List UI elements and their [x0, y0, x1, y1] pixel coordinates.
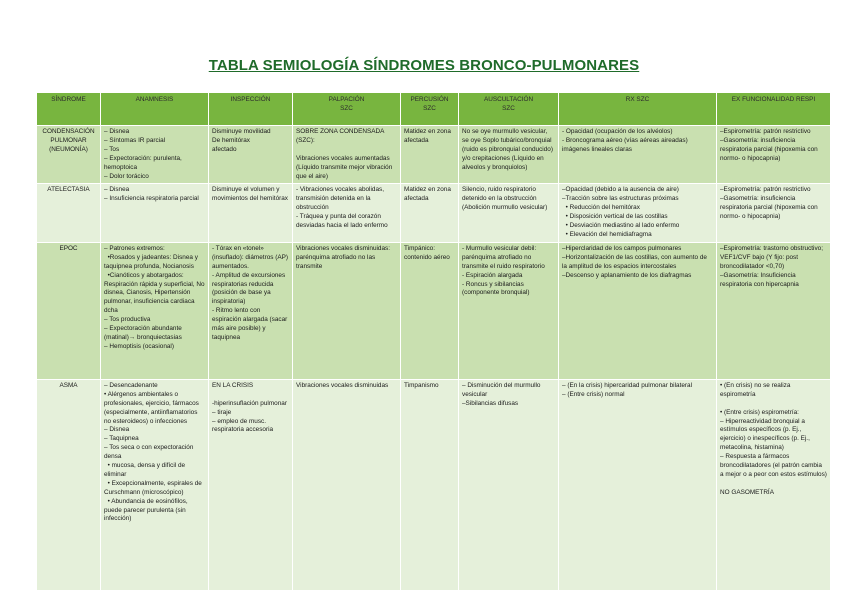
cell-inspeccion: EN LA CRISIS -hiperinsuflación pulmonar – tiraje – empleo de musc. respiratoria accesoria [209, 379, 293, 590]
cell-anamnesis: – Disnea – Insuficiencia respiratoria parcial [101, 184, 209, 242]
header-sindrome: SÍNDROME [37, 93, 101, 126]
header-palpacion: PALPACIÓN SZC [293, 93, 401, 126]
cell-auscultacion: No se oye murmullo vesicular, se oye Soplo tubárico/bronquial (ruido es pibronquial conducido) y/o crepitaciones (Líquido en alveolos y bronquiolos) [459, 126, 559, 184]
header-anamnesis: ANAMNESIS [101, 93, 209, 126]
header-row [37, 93, 831, 126]
header-exfun: EX FUNCIONALIDAD RESPI [717, 93, 831, 126]
cell-rx: - Opacidad (ocupación de los alvéolos) - Broncograma aéreo (vías aéreas aireadas) imágenes lineales claras [559, 126, 717, 184]
cell-sindrome: CONDENSACIÓN PULMONAR (NEUMONÍA) [37, 126, 101, 184]
cell-rx: – (En la crisis) hipercaridad pulmonar bilateral – (Entre crisis) normal [559, 379, 717, 590]
cell-percusion: Timpánico: contenido aéreo [401, 242, 459, 379]
cell-inspeccion: - Tórax en «tonel» (insuflado): diámetros (AP) aumentados. - Amplitud de excursiones respiratorias reducida (posición de base ya inspiratoria) - Ritmo lento con espiración alargada (sacar más aire posible) y taquipnea [209, 242, 293, 379]
header-auscultacion: AUSCULTACIÓN SZC [459, 93, 559, 126]
table-row [37, 126, 831, 184]
cell-palpacion: - Vibraciones vocales abolidas, transmisión detenida en la obstrucción - Tráquea y punta del corazón desviadas hacia el lado enfermo [293, 184, 401, 242]
header-percusion: PERCUSIÓN SZC [401, 93, 459, 126]
cell-auscultacion: - Murmullo vesicular debil: parénquima atrofiado no transmite el ruido respiratorio - Espiración alargada - Roncus y sibilancias (componente bronquial) [459, 242, 559, 379]
cell-anamnesis: – Disnea – Síntomas IR parcial – Tos – Expectoración: purulenta, hemoptoica – Dolor torácico [101, 126, 209, 184]
cell-percusion: Timpanismo [401, 379, 459, 590]
header-rx: RX SZC [559, 93, 717, 126]
table-row [37, 379, 831, 590]
table-row [37, 242, 831, 379]
cell-inspeccion: Disminuye el volumen y movimientos del hemitórax [209, 184, 293, 242]
header-inspeccion: INSPECCIÓN [209, 93, 293, 126]
cell-percusion: Matidez en zona afectada [401, 184, 459, 242]
cell-anamnesis: – Desencadenante • Alérgenos ambientales o profesionales, ejercicio, fármacos (especialmente, antiinflamatorios no esteroideos) o infecciones – Disnea – Taquipnea – Tos seca o con expectoración densa • mucosa, densa y difícil de eliminar • Excepcionalmente, espirales de Curschmann (microscópico) • Abundancia de eosinófilos, puede parecer purulenta (sin infección) [101, 379, 209, 590]
cell-rx: –Opacidad (debido a la ausencia de aire) –Tracción sobre las estructuras próximas • Reducción del hemitórax • Disposición vertical de las costillas • Desviación mediastino al lado enfermo • Elevación del hemidiafragma [559, 184, 717, 242]
cell-anamnesis: – Patrones extremos: •Rosados y jadeantes: Disnea y taquipnea profunda, Nocianosis •Cianóticos y abotargados: Respiración rápida y superficial, No disnea, Cianosis, Hipertensión pulmonar, insuficiencia cardiaca dcha – Tos productiva – Expectoración abundante (matinal)→ bronquiectasias – Hemoptisis (ocasional) [101, 242, 209, 379]
cell-auscultacion: Silencio, ruido respiratorio detenido en la obstrucción (Abolición murmullo vesicular) [459, 184, 559, 242]
cell-palpacion: SOBRE ZONA CONDENSADA (SZC): Vibraciones vocales aumentadas (Líquido transmite mejor vibración que el aire) [293, 126, 401, 184]
cell-exfun: –Espirometría: trastorno obstructivo; VEF1/CVF bajo (Y fijo: post broncodilatador <0,70) –Gasometría: Insuficiencia respiratoria con hipercapnia [717, 242, 831, 379]
cell-palpacion: Vibraciones vocales disminuidas [293, 379, 401, 590]
cell-exfun: –Espirometría: patrón restrictivo –Gasometría: insuficiencia respiratoria parcial (hipoxemia con normo- o hipocapnia) [717, 126, 831, 184]
page-title: TABLA SEMIOLOGÍA SÍNDROMES BRONCO-PULMONARES [208, 57, 640, 74]
cell-rx: –Hiperclaridad de los campos pulmonares –Horizontalización de las costillas, con aumento de la amplitud de los espacios intercostales –Descenso y aplanamiento de los diafragmas [559, 242, 717, 379]
cell-sindrome: ATELECTASIA [37, 184, 101, 242]
cell-auscultacion: – Disminución del murmullo vesicular –Sibilancias difusas [459, 379, 559, 590]
cell-percusion: Matidez en zona afectada [401, 126, 459, 184]
table-row [37, 184, 831, 242]
cell-inspeccion: Disminuye movilidad De hemitórax afectado [209, 126, 293, 184]
cell-exfun: • (En crisis) no se realiza espirometría • (Entre crisis) espirometría: – Hiperreactividad bronquial a estímulos específicos (p. Ej., ejercicio) o inespecíficos (p. Ej., metacolina, histamina) – Respuesta a fármacos broncodilatadores (el patrón cambia a mejor o a peor con estos estímulos) NO GASOMETRÍA [717, 379, 831, 590]
cell-sindrome: EPOC [37, 242, 101, 379]
cell-palpacion: Vibraciones vocales disminuidas: parénquima atrofiado no las transmite [293, 242, 401, 379]
cell-sindrome: ASMA [37, 379, 101, 590]
cell-exfun: –Espirometría: patrón restrictivo –Gasometría: insuficiencia respiratoria parcial (hipoxemia con normo- o hipocapnia) [717, 184, 831, 242]
semiology-table [36, 92, 831, 591]
